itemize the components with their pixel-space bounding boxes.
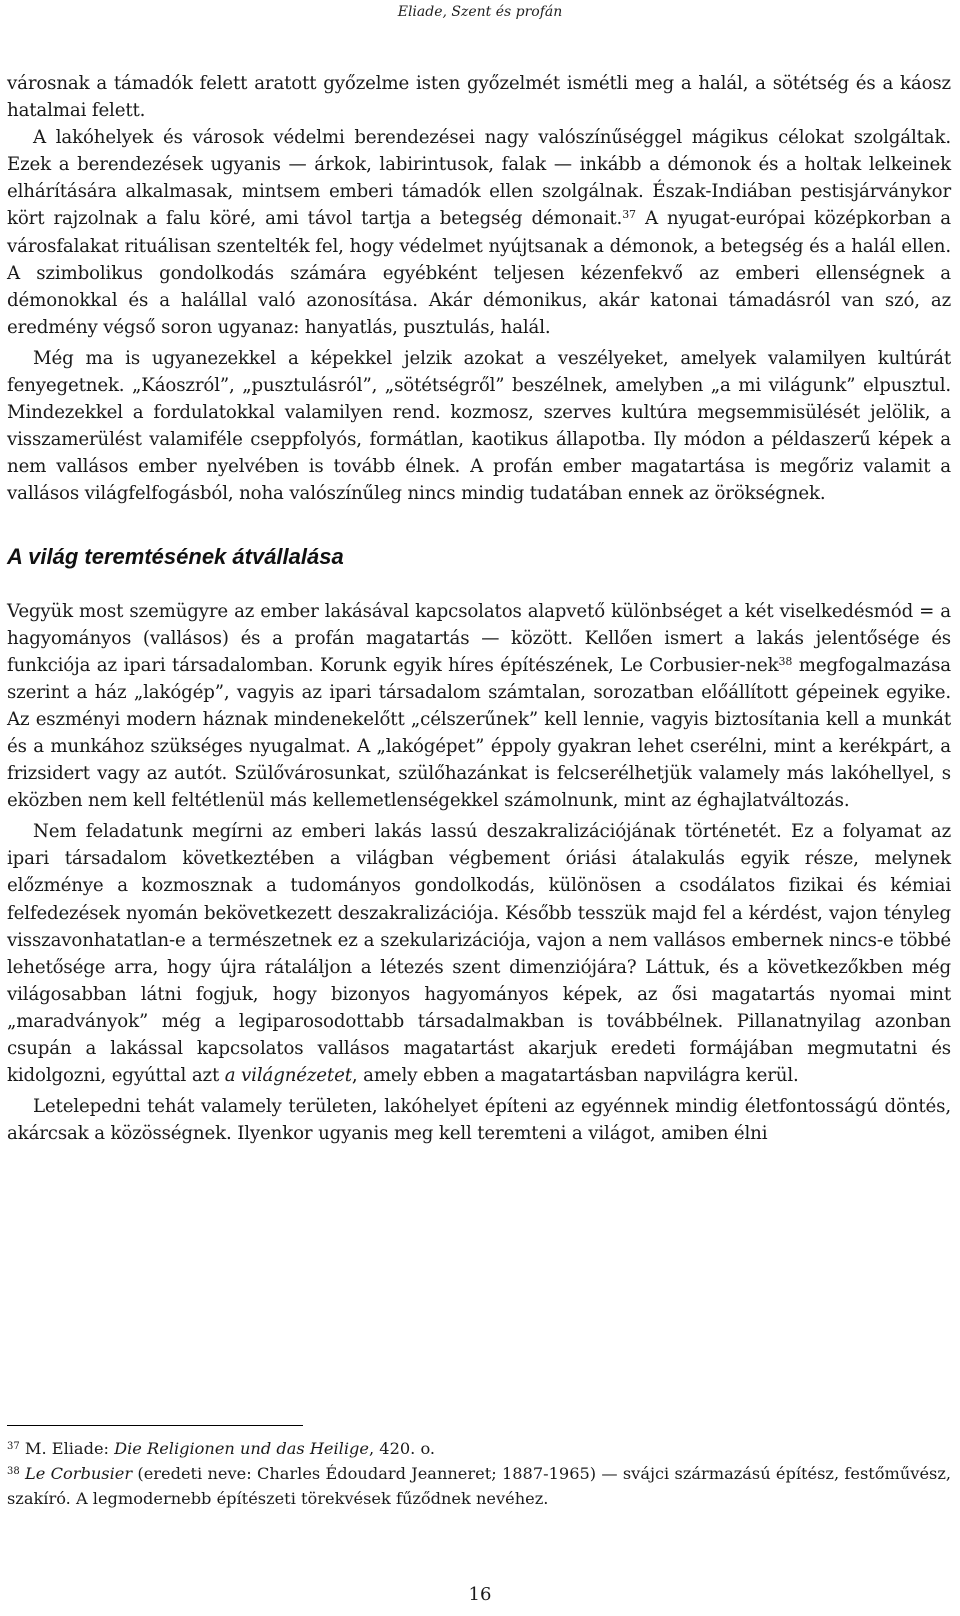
footnote-text: (eredeti neve: Charles Édoudard Jeanneret; 1887-1965) — svájci származású építész, festőművész, szakíró. A legmodernebb építészeti törekvések fűződnek nevéhez. — [7, 1464, 951, 1508]
paragraph-text: megfogalmazása szerint a ház „lakógép”, vagyis az ipari társadalom számtalan, sorozatban előállított gépeinek egyike. Az eszményi modern háznak mindenekelőtt „célszerűnek” kell lennie, vagyis biztosítania kell a munkát és a munkához szükséges nyugalmat. A „lakógépet” éppoly gyakran lehet cserélni, mint a kerékpárt, a frizsidert vagy az autót. Szülővárosunkat, szülőhazánkat is felcserélhetjük valamely más lakóhellyel, s eközben nem kell feltétlenül más kellemetlenségekkel számolnunk, mint az éghajlatváltozás. — [7, 654, 951, 812]
paragraph: városnak a támadók felett aratott győzelme isten győzelmét ismétli meg a halál, a sötétség és a káosz hatalmai felett. — [7, 73, 951, 122]
paragraph-text: A nyugat-európai középkorban a városfalakat rituálisan szentelték fel, hogy védelmet nyújtsanak a démonok, a betegség és a halál ellen. A szimbolikus gondolkodás számára egyébként teljesen kézenfekvő az emberi ellenségnek a démonokkal és a halállal való azonosítása. Akár démonikus, akár katonai támadásról van szó, az eredmény végső soron ugyanaz: hanyatlás, pusztulás, halál. — [7, 208, 952, 338]
paragraph-text: A lakóhelyek és városok védelmi berendezései nagy valószínűséggel mágikus célokat szolgáltak. Ezek a berendezések ugyanis — árkok, labirintusok, falak — inkább a démonok és a holtak lelkeinek elhárítására alkalmasak, mintsem emberi támadók ellen szolgálnak. Észak-Indiában pestisjárványkor kört rajzolnak a falu köré, ami távol tartja a betegség démonait. — [7, 127, 951, 230]
footnote-number: 37 — [7, 1441, 20, 1452]
page-body — [7, 70, 951, 1147]
footnote-text: , 420. o. — [368, 1439, 436, 1458]
footnote — [7, 1436, 951, 1461]
paragraph-text: , amely ebben a magatartásban napvilágra kerül. — [351, 1065, 799, 1087]
emphasis: a világnézetet — [224, 1065, 352, 1087]
paragraph — [7, 598, 951, 815]
page-number: 16 — [468, 1584, 492, 1605]
paragraph: Letelepedni tehát valamely területen, lakóhelyet építeni az egyénnek mindig életfontosságú döntés, akárcsak a közösségnek. Ilyenkor ugyanis meg kell teremteni a világot, amiben élni — [7, 1096, 951, 1145]
footnote-ref-38[interactable]: 38 — [778, 654, 793, 668]
footnote-title: Die Religionen und das Heilige — [114, 1439, 369, 1458]
paragraph — [7, 818, 951, 1089]
footnote — [7, 1461, 951, 1511]
footnote-number: 38 — [7, 1466, 20, 1477]
running-header: Eliade, Szent és profán — [397, 4, 563, 20]
footnote-text: M. Eliade: — [24, 1439, 115, 1458]
paragraph: Még ma is ugyanezekkel a képekkel jelzik azokat a veszélyeket, amelyek valamilyen kultúrát fenyegetnek. „Káoszról”, „pusztulásról”, „sötétségről” beszélnek, amelyben „a mi világunk” elpusztul. Mindezekkel a fordulatokkal valamilyen rend. kozmosz, szerves kultúra megsemmisülését jelölik, a visszamerülést valamiféle cseppfolyós, formátlan, kaotikus állapotba. Ily módon a példaszerű képek a nem vallásos ember nyelvében is tovább élnek. A profán ember magatartása is megőriz valamit a vallásos világfelfogásból, noha valószínűleg nincs mindig tudatában ennek az örökségnek. — [7, 347, 951, 505]
paragraph-text: Nem feladatunk megírni az emberi lakás lassú deszakralizációjának történetét. Ez a folyamat az ipari társadalom következtében a világban végbement óriási átalakulás egyik része, melynek előzménye a kozmosznak a tudományos gondolkodás, különösen a csodálatos fizikai és kémiai felfedezések nyomán bekövetkezett deszakralizációja. Később tesszük majd fel a kérdést, vajon tényleg visszavonhatatlan-e a természetnek ez a szekularizációja, vajon a nem vallásos embernek nincs-e többé lehetősége arra, hogy újra rátaláljon a létezés szent dimenziójára? Láttuk, és a következőkben még világosabban látni fogjuk, hogy bizonyos hagyományos képek, az ősi magatartás nyomai mint „maradványok” még a legiparosodottabb társadalmakban is továbbélnek. Pillanatnyilag azonban csupán a lakással kapcsolatos vallásos magatartást akarjuk eredeti formájában megmutatni és kidolgozni, egyúttal azt — [7, 821, 951, 1087]
footnote-separator — [7, 1425, 303, 1426]
section-title: A világ teremtésének átvállalása — [7, 543, 344, 569]
footnote-name: Le Corbusier — [25, 1464, 133, 1483]
paragraph — [7, 124, 951, 341]
footnotes — [7, 1436, 951, 1511]
paragraph-text: Vegyük most szemügyre az ember lakásával kapcsolatos alapvető különbséget a két viselkedésmód = a hagyományos (vallásos) és a profán magatartás — között. Kellően ismert a lakás jelentősége és funkciója az ipari társadalomban. Korunk egyik híres építészének, Le Corbusier-nek — [7, 600, 951, 676]
footnote-ref-37[interactable]: 37 — [622, 208, 636, 222]
